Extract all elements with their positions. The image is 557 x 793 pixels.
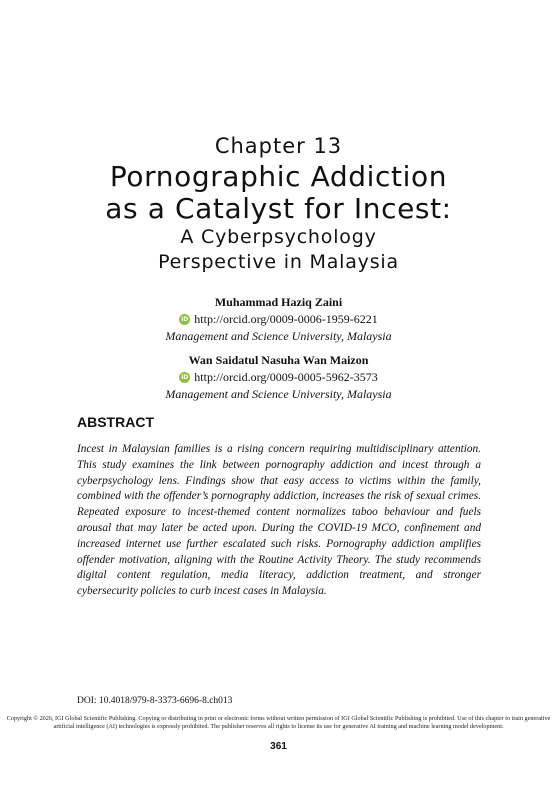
orcid-link[interactable]: http://orcid.org/0009-0006-1959-6221 (194, 312, 378, 326)
chapter-title-line-2: as a Catalyst for Incest: (105, 192, 452, 225)
orcid-line (0, 311, 557, 328)
chapter-subtitle-line-1: A Cyberpsychology (180, 226, 377, 248)
orcid-line (0, 369, 557, 386)
author-name: Wan Saidatul Nasuha Wan Maizon (188, 353, 369, 367)
orcid-icon: iD (181, 374, 189, 381)
chapter-subtitle-line-2: Perspective in Malaysia (158, 251, 399, 273)
author-2 (0, 352, 557, 403)
author-name: Muhammad Haziq Zaini (214, 295, 343, 309)
page-number: 361 (270, 741, 287, 752)
orcid-icon: iD (181, 316, 189, 323)
chapter-title (0, 161, 557, 225)
copyright-notice: Copyright © 2026, IGI Global Scientific Publishing. Copying or distributing in print or electronic forms without written permission of IGI Global Scientific Publishing is prohibited. Use of this chapter to train generative artificial intelligence (AI) technologies is expressly prohibited. The publisher reserves all rights to license its use for generative AI training and machine learning model development. (6, 715, 551, 731)
chapter-label: Chapter 13 (214, 134, 343, 158)
chapter-title-line-1: Pornographic Addiction (109, 160, 448, 193)
author-affiliation: Management and Science University, Malaysia (165, 329, 392, 343)
abstract-heading: ABSTRACT (77, 414, 154, 430)
orcid-link[interactable]: http://orcid.org/0009-0005-5962-3573 (194, 370, 378, 384)
chapter-subtitle (0, 225, 557, 275)
abstract-body: Incest in Malaysian families is a rising concern requiring multidisciplinary attention. This study examines the link between pornography addiction and incest through a cyberpsychology lens. Findings show that easy access to victims within the family, combined with the offender’s pornography addiction, increases the risk of sexual crimes. Repeated exposure to incest-themed content normalizes taboo behaviour and fuels arousal that may later be acted upon. During the COVID-19 MCO, confinement and increased internet use further escalated such risks. Pornography addiction amplifies offender motivation, aligning with the Routine Activity Theory. The study recommends digital content regulation, media literacy, addiction treatment, and stronger cybersecurity policies to curb incest cases in Malaysia. (77, 443, 481, 598)
author-1 (0, 294, 557, 345)
author-affiliation: Management and Science University, Malaysia (165, 387, 392, 401)
doi-text: DOI: 10.4018/979-8-3373-6696-8.ch013 (77, 696, 233, 706)
